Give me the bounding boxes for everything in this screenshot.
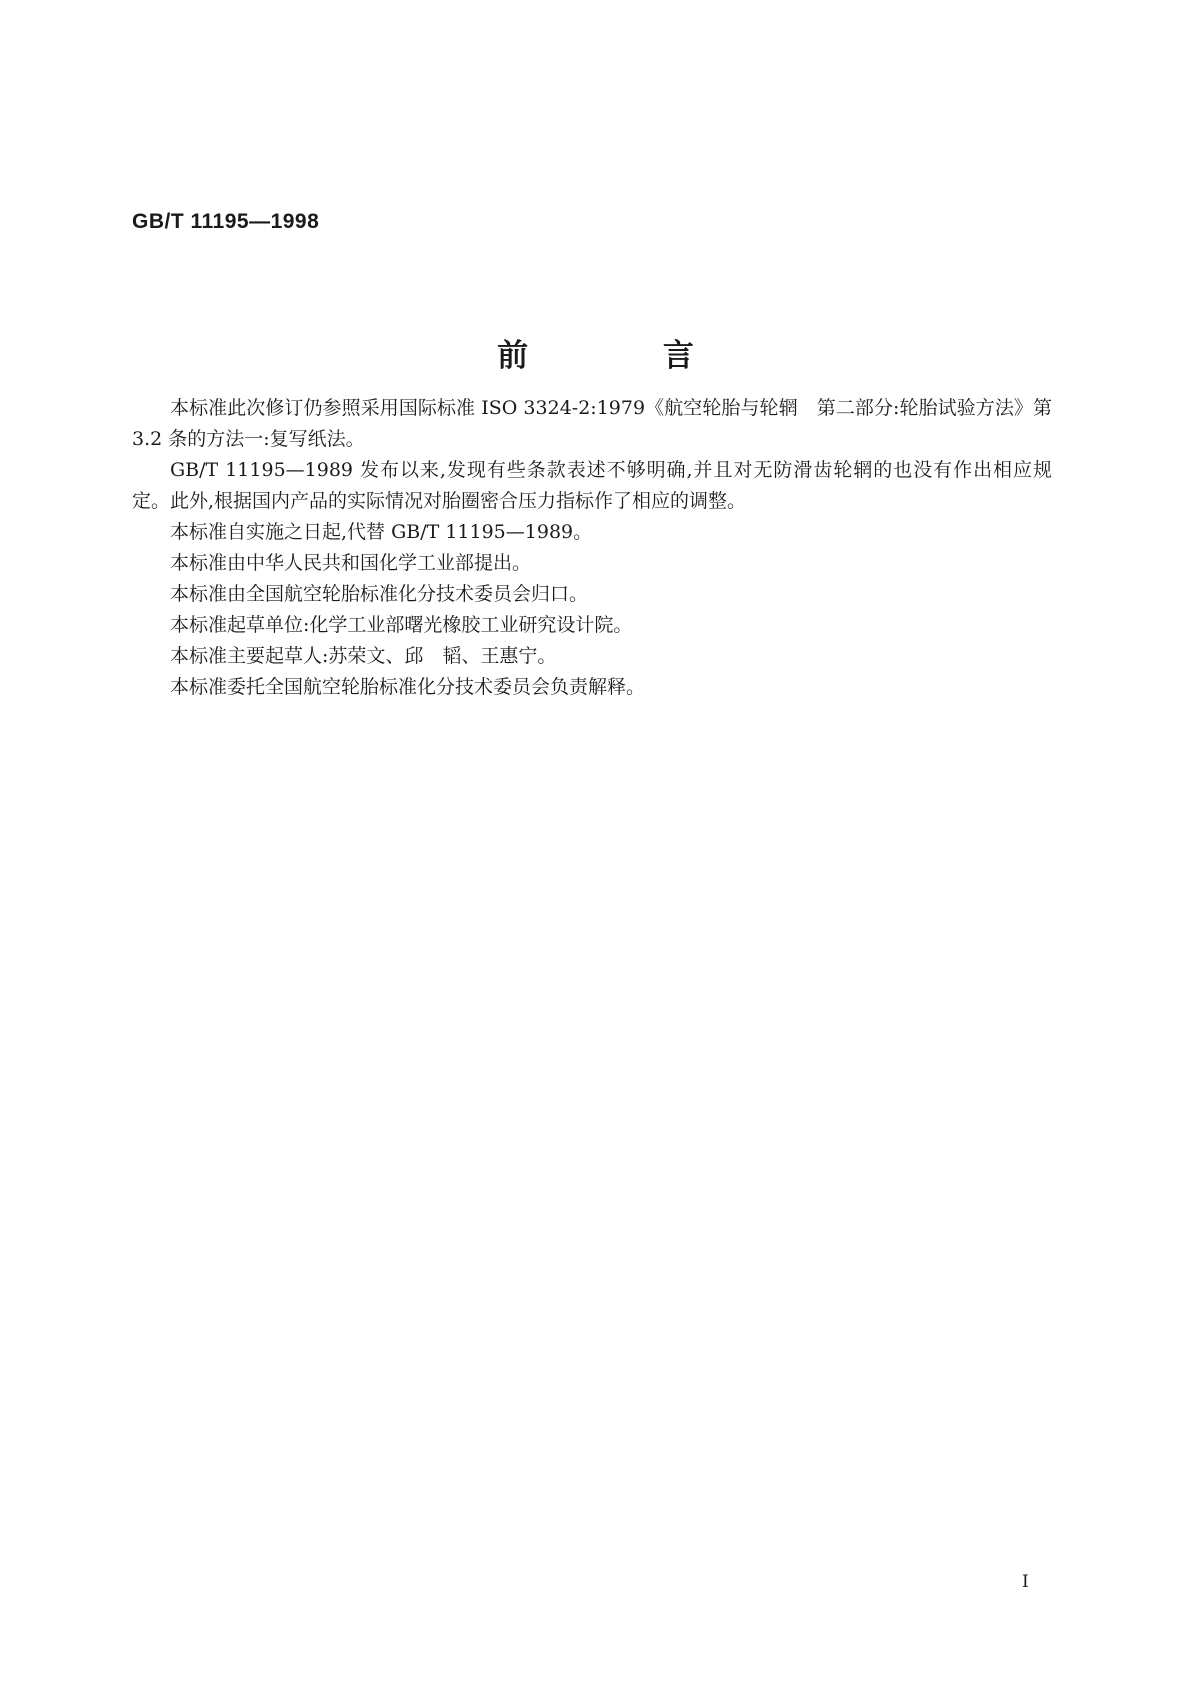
page-title: 前 言: [497, 338, 756, 374]
paragraph: 本标准起草单位:化学工业部曙光橡胶工业研究设计院。: [170, 614, 633, 636]
standard-code: GB/T 11195—1998: [132, 210, 320, 233]
page-number: I: [1022, 1572, 1029, 1592]
paragraph: 本标准自实施之日起,代替 GB/T 11195—1989。: [170, 521, 593, 543]
paragraph: 本标准由全国航空轮胎标准化分技术委员会归口。: [170, 583, 589, 605]
paragraph: 本标准委托全国航空轮胎标准化分技术委员会负责解释。: [170, 676, 646, 698]
foreword-body: [132, 393, 1052, 703]
paragraph: GB/T 11195—1989 发布以来,发现有些条款表述不够明确,并且对无防滑齿轮辋的也没有作出相应规定。此外,根据国内产品的实际情况对胎圈密合压力指标作了相应的调整。: [132, 459, 1052, 512]
paragraph: 本标准此次修订仍参照采用国际标准 ISO 3324-2:1979《航空轮胎与轮辋 第二部分:轮胎试验方法》第 3.2 条的方法一:复写纸法。: [132, 397, 1052, 450]
paragraph: 本标准由中华人民共和国化学工业部提出。: [170, 552, 532, 574]
paragraph: 本标准主要起草人:苏荣文、邱 韬、王惠宁。: [170, 645, 557, 667]
